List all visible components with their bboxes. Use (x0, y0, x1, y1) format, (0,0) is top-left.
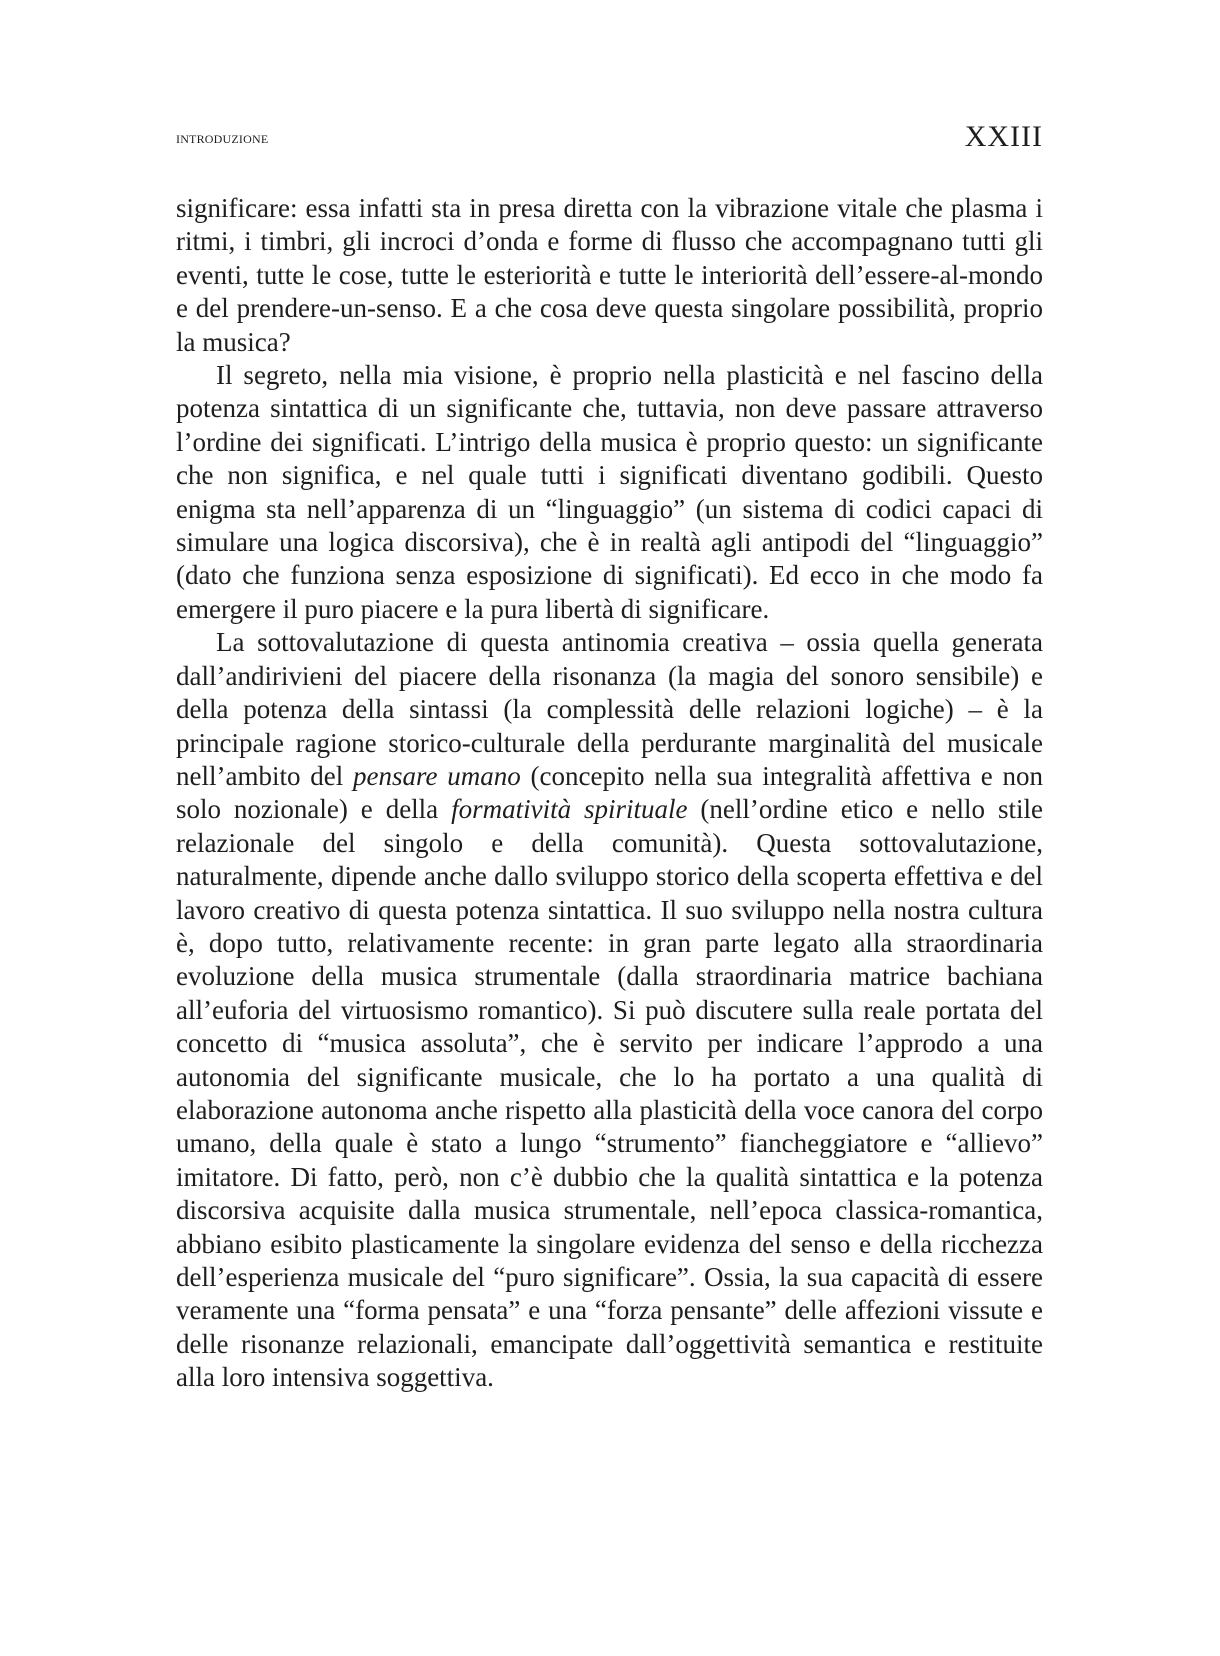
book-page (176, 120, 1043, 1395)
paragraph-3-part-3: (nell’ordine etico e nello stile relazionale del singolo e della comunità). Questa sottovalutazione, naturalmente, dipende anche dallo sviluppo storico della scoperta effettiva e del lavoro creativo di questa potenza sintattica. Il suo sviluppo nella nostra cultura è, dopo tutto, relativamente recente: in gran parte legato alla straordinaria evoluzione della musica strumentale (dalla straordinaria matrice bachiana all’euforia del virtuosismo romantico). Si può discutere sulla reale portata del concetto di “musica assoluta”, che è servito per indicare l’approdo a una autonomia del significante musicale, che lo ha portato a una qualità di elaborazione autonoma anche rispetto alla plasticità della voce canora del corpo umano, della quale è stato a lungo “strumento” fiancheggiatore e “allievo” imitatore. Di fatto, però, non c’è dubbio che la qualità sintattica e la potenza discorsiva acquisite dalla musica strumentale, nell’epoca classica-romantica, abbiano esibito plasticamente la singolare evidenza del senso e della ricchezza dell’esperienza musicale del “puro significare”. Ossia, la sua capacità di essere veramente una “forma pensata” e una “forza pensante” delle affezioni vissute e delle risonanze relazionali, emancipate dall’oggettività semantica e restituite alla loro intensiva soggettiva. (176, 794, 1043, 1393)
paragraph-3-part-2: (concepito nella sua integralità affettiva e non solo nozionale) e della (176, 760, 1044, 825)
running-head (176, 120, 1043, 160)
body-text (176, 192, 1043, 1395)
page-number: XXIII (964, 120, 1043, 153)
paragraph-3 (176, 626, 1043, 1394)
section-title: introduzione (176, 128, 269, 147)
emphasis-pensare-umano: pensare umano (353, 760, 521, 791)
emphasis-formativita-spirituale: formatività spirituale (451, 794, 688, 825)
paragraph-1: significare: essa infatti sta in presa diretta con la vibrazione vitale che plasma i ritmi, i timbri, gli incroci d’onda e forme di flusso che accompagnano tutti gli eventi, tutte le cose, tutte le esteriorità e tutte le interiorità dell’essere-al-mondo e del prendere-un-senso. E a che cosa deve questa singolare possibilità, proprio la musica? (176, 193, 1043, 357)
paragraph-3-part-1: La sottovalutazione di questa antinomia creativa – ossia quella generata dall’andirivieni del piacere della risonanza (la magia del sonoro sensibile) e della potenza della sintassi (la complessità delle relazioni logiche) – è la principale ragione storico-culturale della perdurante marginalità del musicale nell’ambito del (176, 627, 1043, 791)
paragraph-2: Il segreto, nella mia visione, è proprio nella plasticità e nel fascino della potenza sintattica di un significante che, tuttavia, non deve passare attraverso l’ordine dei significati. L’intrigo della musica è proprio questo: un significante che non significa, e nel quale tutti i significati diventano godibili. Questo enigma sta nell’apparenza di un “linguaggio” (un sistema di codici capaci di simulare una logica discorsiva), che è in realtà agli antipodi del “linguaggio” (dato che funziona senza esposizione di significati). Ed ecco in che modo fa emergere il puro piacere e la pura libertà di significare. (176, 360, 1043, 624)
